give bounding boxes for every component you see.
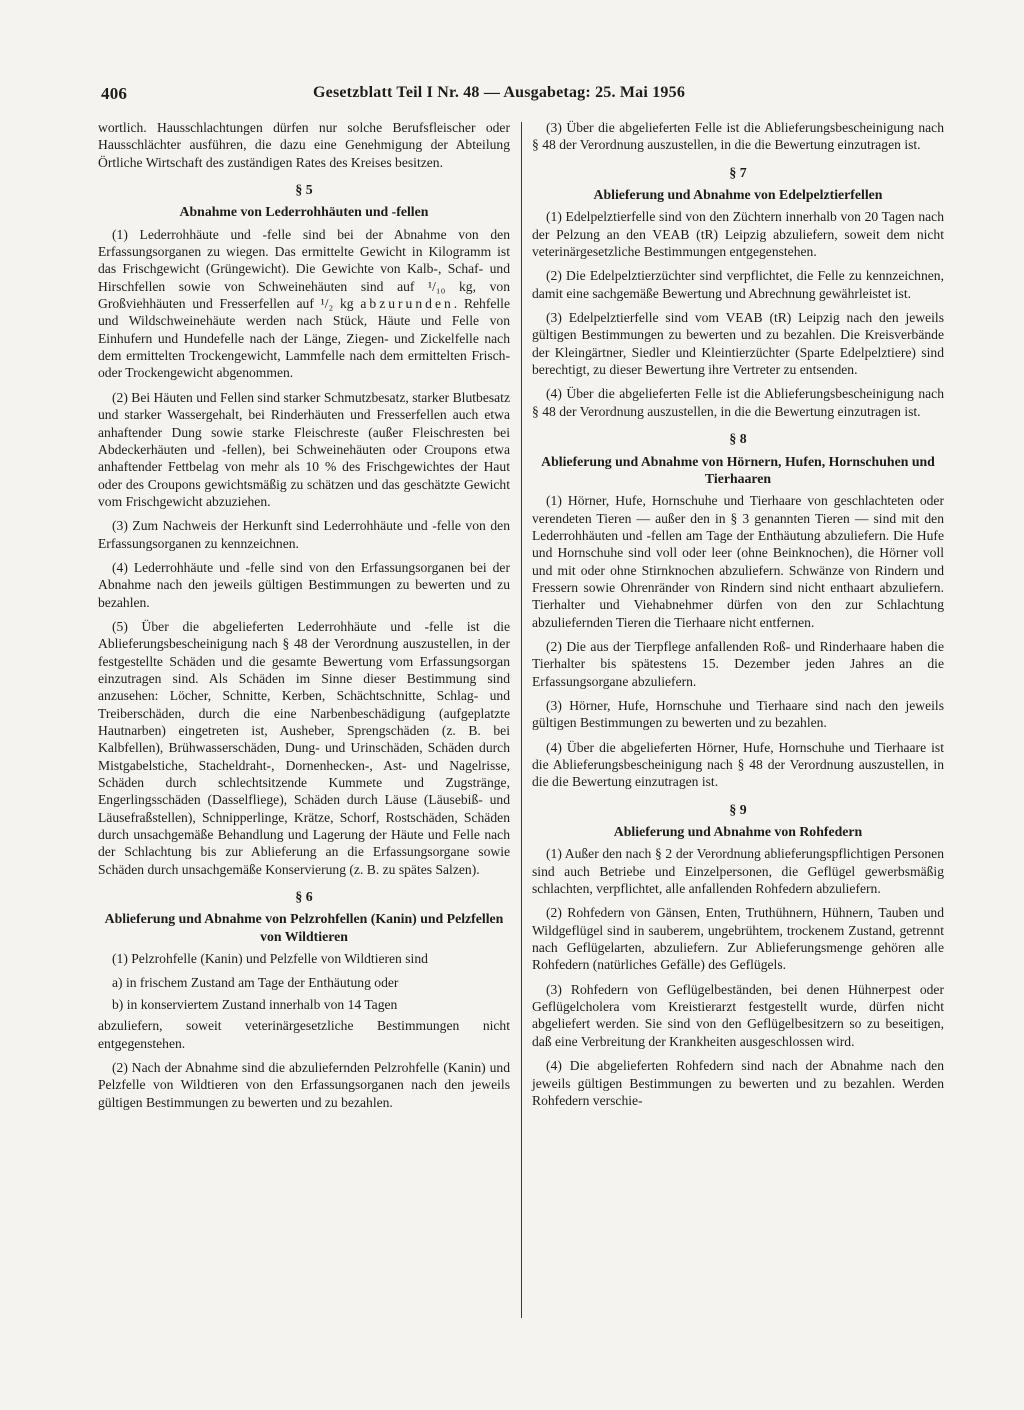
column-divider (521, 122, 522, 1318)
paragraph-9-4: (4) Die abgelieferten Rohfedern sind nach der Abnahme nach den jeweils gültigen Bestimmungen zu bewerten und zu bezahlen. Werden Rohfedern verschie- (532, 1058, 944, 1108)
section-5-heading (98, 181, 510, 221)
left-column (98, 119, 510, 1111)
section-title: Abnahme von Lederrohhäuten und -fellen (179, 204, 429, 220)
paragraph-5-3: (3) Zum Nachweis der Herkunft sind Lederrohhäute und -felle von den Erfassungsorganen zu kennzeichnen. (98, 518, 510, 551)
section-9-heading (532, 801, 944, 841)
paragraph-8-4: (4) Über die abgelieferten Hörner, Hufe, Hornschuhe und Tierhaare ist die Ablieferungsbescheinigung nach § 48 der Verordnung auszustellen, in die die Bewertung einzutragen ist. (532, 739, 944, 790)
paragraph-7-4: (4) Über die abgelieferten Felle ist die Ablieferungsbescheinigung nach § 48 der Verordnung auszustellen, in die die Bewertung einzutragen ist. (532, 386, 944, 419)
paragraph-5-1 (98, 226, 510, 382)
paragraph-text: . Rehfelle und Wildschweinehäute werden nach Stück, Häute und Felle von Einhufern und Hundefelle nach der Länge, Ziegen- und Zickelfelle nach dem ermittelten Trockengewicht, Lammfelle nach dem ermittelten Frisch- oder Trockengewicht abgenommen. (98, 296, 510, 381)
section-number: § 8 (729, 431, 747, 447)
paragraph-7-3: (3) Edelpelztierfelle sind vom VEAB (tR) Leipzig nach den jeweils gültigen Bestimmungen zu bewerten und zu bezahlen. Die Kreisverbände der Kleingärtner, Siedler und Kleintierzüchter (Sparte Edelpelztiere) sind berechtigt, zu dieser Bewertung ihre Vertreter zu entsenden. (532, 310, 944, 378)
section-6-heading (98, 888, 510, 945)
paragraph-8-2: (2) Die aus der Tierpflege anfallenden Roß- und Rinderhaare haben die Tierhalter bis spätestens 15. Dezember jeden Jahres an die Erfassungsorgane abzuliefern. (532, 638, 944, 689)
paragraph-8-3: (3) Hörner, Hufe, Hornschuhe und Tierhaare sind nach den jeweils gültigen Bestimmungen zu bewerten und zu bezahlen. (532, 697, 944, 731)
paragraph-7-2: (2) Die Edelpelztierzüchter sind verpflichtet, die Felle zu kennzeichnen, damit eine sachgemäße Bewertung und Abrechnung gewährleistet ist. (532, 268, 944, 301)
page-number: 406 (101, 84, 128, 103)
spaced-word: abzurunden (360, 296, 454, 312)
paragraph-5-2: (2) Bei Häuten und Fellen sind starker Schmutzbesatz, starker Blutbesatz und starker Wassergehalt, bei Rinderhäuten und Fresserfellen auch etwa anhaftender Dung sowie starke Fleischreste (außer Fleischresten bei Abdeckerhäuten und -fellen), bei Schweinehäuten oder Croupons etwa anhaftender Fettbelag von mehr als 10 % des Frischgewichtes der Haut oder des Croupons gewichtsmäßig zu schätzen und das geschätzte Gewicht vom Frischgewicht abzuziehen. (98, 389, 510, 509)
paragraph-6-3: (3) Über die abgelieferten Felle ist die Ablieferungsbescheinigung nach § 48 der Verordnung auszustellen, in die die Bewertung einzutragen ist. (532, 120, 944, 153)
paragraph-5-4: (4) Lederrohhäute und -felle sind von den Erfassungsorganen bei der Abnahme nach den jeweils gültigen Bestimmungen zu bewerten und zu bezahlen. (98, 559, 510, 610)
section-8-heading (532, 430, 944, 487)
paragraph-9-2: (2) Rohfedern von Gänsen, Enten, Truthühnern, Hühnern, Tauben und Wildgeflügel sind in sauberem, ungebrühtem, trockenem Zustand, getrennt nach Geflügelarten, abzuliefern. Zur Ablieferungsmenge gehören alle Rohfedern (natürliches Gefälle) des Geflügels. (532, 905, 944, 973)
paragraph-9-1: (1) Außer den nach § 2 der Verordnung ablieferungspflichtigen Personen sind auch Betriebe und Einzelpersonen, die Geflügel gewerbsmäßig schlachten, verpflichtet, alle anfallenden Rohfedern abzuliefern. (532, 846, 944, 897)
paragraph-6-1-end: abzuliefern, soweit veterinärgesetzliche Bestimmungen nicht entgegenstehen. (98, 1018, 510, 1051)
section-number: § 5 (295, 182, 313, 198)
section-title: Ablieferung und Abnahme von Pelzrohfellen (Kanin) und Pelzfellen von Wildtieren (104, 911, 504, 944)
section-number: § 9 (729, 801, 747, 817)
section-number: § 7 (729, 164, 747, 180)
list-item-a: a) in frischem Zustand am Tage der Enthäutung oder (112, 975, 399, 991)
section-title: Ablieferung und Abnahme von Hörnern, Hufen, Hornschuhen und Tierhaaren (541, 453, 935, 486)
paragraph-6-1: (1) Pelzrohfelle (Kanin) und Pelzfelle von Wildtieren sind (112, 951, 428, 967)
section-title: Ablieferung und Abnahme von Rohfedern (613, 824, 863, 840)
continued-paragraph: wortlich. Hausschlachtungen dürfen nur solche Berufsfleischer oder Hausschlächter ausführen, die dazu eine Genehmigung der Abteilung Örtliche Wirtschaft des zuständigen Rates des Kreises besitzen. (98, 120, 510, 170)
section-title: Ablieferung und Abnahme von Edelpelztierfellen (593, 187, 883, 203)
section-number: § 6 (295, 889, 313, 905)
list-item-b: b) in konserviertem Zustand innerhalb von 14 Tagen (112, 996, 398, 1012)
section-7-heading (532, 164, 944, 204)
running-title: Gesetzblatt Teil I Nr. 48 — Ausgabetag: 25. Mai 1956 (313, 84, 686, 101)
paragraph-9-3: (3) Rohfedern von Geflügelbeständen, bei denen Hühnerpest oder Geflügelcholera vom Kreistierarzt festgestellt wurde, dürfen nicht abgeliefert werden. Sie sind von den Geflügelbesitzern so zu beseitigen, daß eine Verbreitung der Krankheiten ausgeschlossen wird. (532, 981, 944, 1049)
paragraph-5-5: (5) Über die abgelieferten Lederrohhäute und -felle ist die Ablieferungsbescheinigung nach § 48 der Verordnung auszustellen, in der festgestellte Schäden und die gesamte Bewertung vom Erfassungsorgan einzutragen sind. Als Schäden im Sinne dieser Bestimmung sind anzusehen: Löcher, Schnitte, Kerben, Schächtschnitte, Schlag- und Treiberschäden, durch die eine Narbenbeschädigung (aufgeplatzte Hautnarben) eingetreten ist, Ausheber, Sprengschäden (z. B. bei Kalbfellen), Brühwasserschäden, Dung- und Urinschäden, Schäden durch Mistgabelstiche, Stacheldraht-, Dornenhecken-, Ast- und Nagelrisse, Schäden durch schlechtsitzende Kummete und Zugstränge, Engerlingsschäden (Dasselfliege), Schäden durch Läuse (Läusebiß- und Läusefraßstellen), Schnipperlinge, Krätze, Schorf, Rostschäden, Schäden durch unsachgemäße Behandlung und Lagerung der Häute und Felle nach der Schlachtung bis zur Ablieferung an die Erfassungsorgane sowie Schäden durch unsachgemäße Konservierung (z. B. zu spätes Salzen). (98, 618, 510, 877)
paragraph-6-2: (2) Nach der Abnahme sind die abzuliefernden Pelzrohfelle (Kanin) und Pelzfelle von Wildtieren von den Erfassungsorganen nach den jeweils gültigen Bestimmungen zu bewerten und zu bezahlen. (98, 1059, 510, 1110)
paragraph-text: (1) Lederrohhäute und -felle sind bei der Abnahme von den Erfassungsorganen zu wiegen. Das ermittelte Gewicht in Kilogramm ist das Frischgewicht (Grüngewicht). Die Gewichte von Kalb-, Schaf- und Hirschfellen sowie von Schweinehäuten sind auf ¹/₁₀ kg, von Großviehhäuten und Fresserfellen auf ¹/₂ kg (98, 226, 510, 312)
paragraph-7-1: (1) Edelpelztierfelle sind von den Züchtern innerhalb von 20 Tagen nach der Pelzung an den VEAB (tR) Leipzig abzuliefern, soweit dem nicht veterinärgesetzliche Bestimmungen entgegenstehen. (532, 209, 944, 260)
paragraph-8-1: (1) Hörner, Hufe, Hornschuhe und Tierhaare von geschlachteten oder verendeten Tieren — außer den in § 3 genannten Tieren — sind mit den Lederrohhäuten und -fellen am Tage der Enthäutung abzuliefern. Die Hufe und Hornschuhe sind voll oder leer (ohne Beinknochen), die Hörner voll und mit oder ohne Stirnknochen abzuliefern. Schwänze von Rindern und Fressern sowie Ohrenränder von Rindern sind nicht enthaart abzuliefern. Tierhalter und Viehabnehmer dürfen von den zur Schlachtung abzuliefernden Tieren die Tierhaare nicht entfernen. (532, 493, 944, 630)
right-column (532, 119, 944, 1109)
